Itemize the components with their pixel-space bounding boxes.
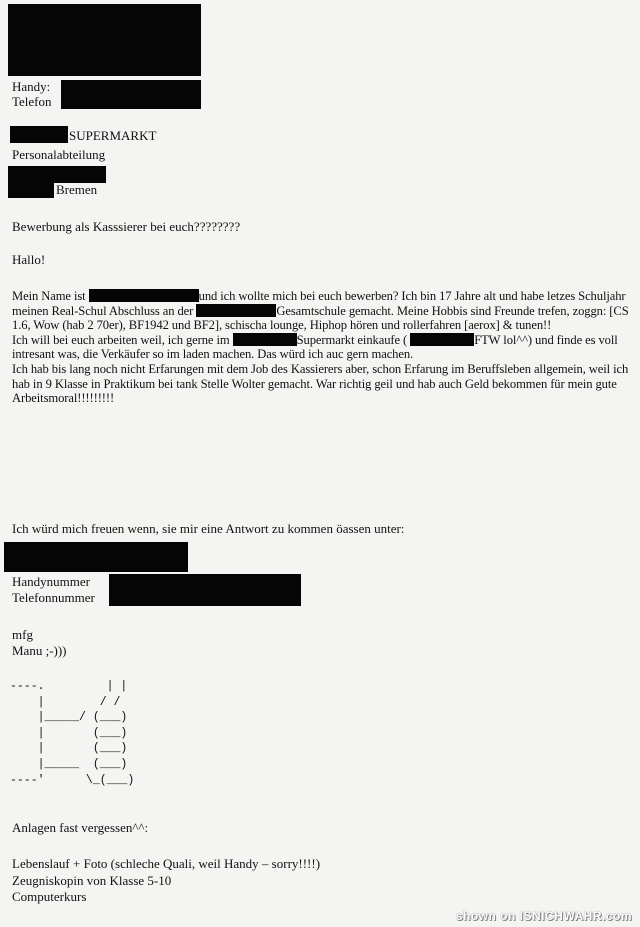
telefon-label: Telefon	[12, 94, 52, 109]
redacted-school	[196, 304, 276, 317]
redacted-company-name	[10, 126, 68, 143]
redacted-sender-name	[8, 4, 201, 76]
body-text: Ich will bei euch arbeiten weil, ich gerne im	[12, 332, 230, 347]
telefonnummer-label: Telefonnummer	[12, 590, 95, 605]
watermark: shown on ISNICHWAHR.com	[455, 909, 632, 923]
body-text: Supermarkt einkaufe (	[296, 332, 408, 347]
body-text: und ich wollte mich bei euch bewerben? Ich bin 17 Jahre alt und	[198, 289, 518, 303]
redacted-zip	[8, 181, 54, 198]
body-text: Gesamtschule gemacht.	[276, 303, 394, 318]
redacted-telefon	[61, 80, 201, 109]
greeting: Hallo!	[12, 252, 46, 267]
handy-label: Handy:	[12, 79, 51, 94]
attachments-heading: Anlagen fast vergessen^^:	[12, 820, 149, 835]
redacted-contact-name	[4, 542, 188, 572]
ascii-thumbs-up: ----. | | | / / |_____/ (___) | (___) | (___) |_____ (___) ----' \_(___)	[10, 680, 135, 787]
closing-request: Ich würd mich freuen wenn, sie mir eine Antwort zu kommen öassen unter:	[12, 521, 405, 536]
mfg: mfg	[12, 627, 33, 642]
handynummer-label: Handynummer	[12, 574, 90, 589]
attachment-item: Lebenslauf + Foto (schleche Quali, weil Handy – sorry!!!!)	[12, 856, 321, 871]
body-text: FTW lol^^) und finde es voll intresant was, die Verkäufer so im laden machen. Das würd ich auc gern machen.	[12, 332, 618, 362]
redacted-store-2	[410, 333, 474, 346]
city: Bremen	[56, 182, 98, 197]
body-text: Mein Name ist	[12, 289, 86, 303]
body-text: habe letzes Schuljahr meinen Real-Schul Abschluss an der	[12, 289, 626, 318]
redacted-store	[233, 333, 297, 346]
redacted-contact-numbers	[109, 574, 301, 606]
subject: Bewerbung als Kasssierer bei euch????????	[12, 219, 241, 234]
signature-name: Manu ;-)))	[12, 643, 67, 658]
body-paragraph-1	[12, 289, 634, 406]
body-text: Meine Hobbis sind Freunde trefen, zoggn: [CS 1.6, Wow (hab 2 70er), BF1942 und BF2], schischa lounge, Hiphop hören und rollerfahren [aerox] & tunen!!	[12, 303, 629, 333]
attachment-item: Zeugniskopin von Klasse 5-10	[12, 873, 172, 888]
body-text: Ich hab bis lang noch nicht Erfarungen mit dem Job des Kassierers aber, schon Erfarung im Beruffsleben allgemein, weil ich hab in 9 Klasse in Praktikum bei tank Stelle Wolter gemacht. War richtig geil und hab auch Geld bekommen für mein gute Arbeitsmoral!!!!!!!!!	[12, 361, 629, 406]
attachment-item: Computerkurs	[12, 889, 87, 904]
company-suffix: SUPERMARKT	[69, 128, 157, 143]
department: Personalabteilung	[12, 147, 106, 162]
redacted-name	[89, 289, 199, 302]
